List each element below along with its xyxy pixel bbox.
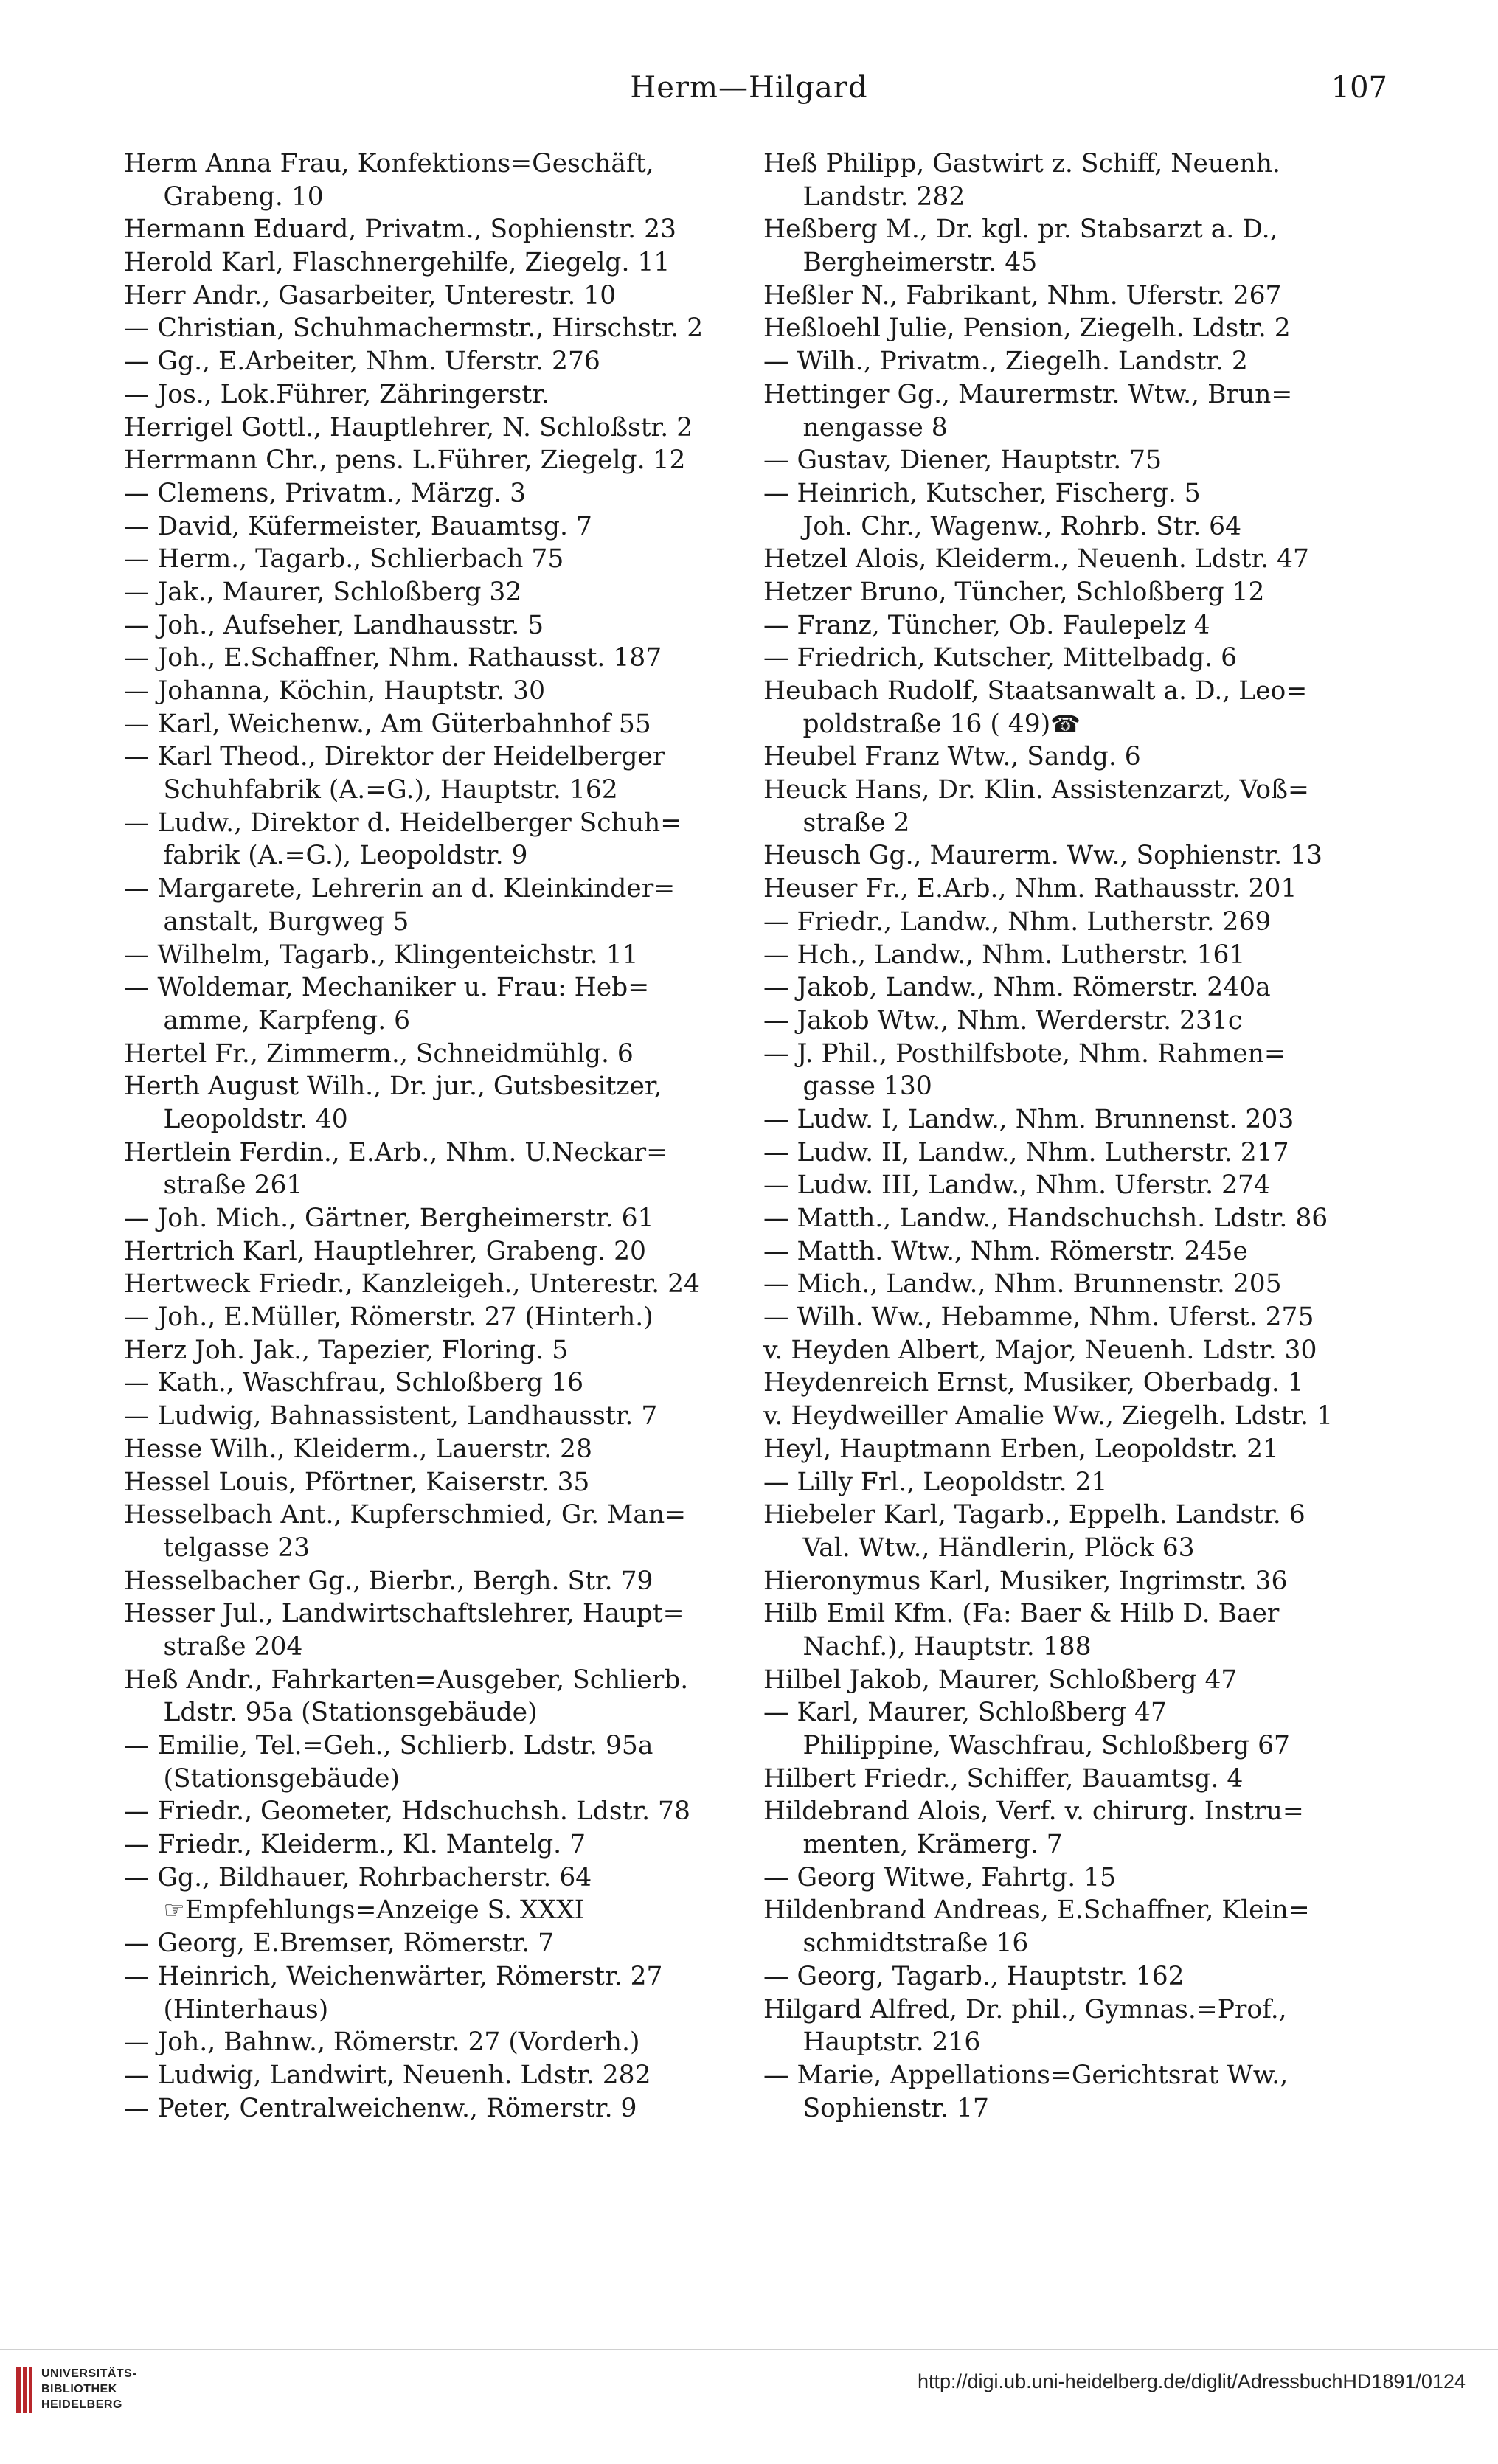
directory-line: — Joh., E.Schaffner, Nhm. Rathausst. 187	[124, 643, 662, 673]
directory-line: amme, Karpfeng. 6	[163, 1005, 411, 1035]
directory-line: — Christian, Schuhmachermstr., Hirschstr. 2	[124, 313, 704, 344]
directory-line: Heubel Franz Wtw., Sandg. 6	[763, 742, 1141, 772]
directory-line: — Karl, Maurer, Schloßberg 47	[763, 1698, 1167, 1728]
directory-line: — Woldemar, Mechaniker u. Frau: Heb=	[124, 973, 650, 1003]
directory-line: — Heinrich, Weichenwärter, Römerstr. 27	[124, 1961, 663, 1991]
directory-line: — Kath., Waschfrau, Schloßberg 16	[124, 1368, 584, 1398]
source-url-link[interactable]: http://digi.ub.uni-heidelberg.de/diglit/AdressbuchHD1891/0124	[917, 2370, 1466, 2392]
directory-line: — Emilie, Tel.=Geh., Schlierb. Ldstr. 95a	[124, 1731, 653, 1760]
page-header	[0, 71, 1498, 115]
directory-line: v. Heyden Albert, Major, Neuenh. Ldstr. 30	[763, 1335, 1317, 1365]
directory-line: Ldstr. 95a (Stationsgebäude)	[163, 1698, 538, 1728]
directory-line: Hilgard Alfred, Dr. phil., Gymnas.=Prof.,	[763, 1994, 1287, 2024]
footer	[0, 2349, 1498, 2431]
directory-line	[763, 708, 1383, 741]
directory-line: Hesselbach Ant., Kupferschmied, Gr. Man=	[124, 1500, 687, 1530]
directory-line: Heßberg M., Dr. kgl. pr. Stabsarzt a. D.,	[763, 215, 1278, 245]
directory-line: — Jak., Maurer, Schloßberg 32	[124, 577, 522, 607]
directory-line: Hiebeler Karl, Tagarb., Eppelh. Landstr. 6	[763, 1500, 1305, 1530]
directory-line: — Jakob, Landw., Nhm. Römerstr. 240a	[763, 973, 1271, 1003]
directory-line: v. Heydweiller Amalie Ww., Ziegelh. Ldstr. 1	[763, 1401, 1334, 1431]
directory-line: — Joh., Aufseher, Landhausstr. 5	[124, 610, 544, 640]
directory-line: — Ludw. III, Landw., Nhm. Uferstr. 274	[763, 1170, 1270, 1201]
directory-line: — Herm., Tagarb., Schlierbach 75	[124, 544, 564, 575]
directory-line: — Jos., Lok.Führer, Zähringerstr.	[124, 379, 549, 409]
directory-line: Heubach Rudolf, Staatsanwalt a. D., Leo=	[763, 676, 1308, 706]
directory-line: Sophienstr. 17	[802, 2093, 989, 2123]
directory-line: — Heinrich, Kutscher, Fischerg. 5	[763, 478, 1201, 508]
directory-line: Hildenbrand Andreas, E.Schaffner, Klein=	[763, 1895, 1310, 1926]
directory-line: Heßloehl Julie, Pension, Ziegelh. Ldstr. 2	[763, 313, 1291, 344]
directory-line: Hesselbacher Gg., Bierbr., Bergh. Str. 79	[124, 1566, 653, 1596]
directory-line: — Ludw., Direktor d. Heidelberger Schuh=	[124, 808, 682, 838]
directory-line: — Georg Witwe, Fahrtg. 15	[763, 1862, 1117, 1892]
directory-line: Hieronymus Karl, Musiker, Ingrimstr. 36	[763, 1566, 1288, 1596]
directory-line: Hildebrand Alois, Verf. v. chirurg. Instru=	[763, 1797, 1304, 1827]
directory-line: Heßler N., Fabrikant, Nhm. Uferstr. 267	[763, 280, 1282, 310]
directory-line: Nachf.), Hauptstr. 188	[802, 1631, 1092, 1662]
directory-line: Hertweck Friedr., Kanzleigeh., Unterestr. 24	[124, 1269, 701, 1299]
left-column	[124, 148, 743, 2125]
directory-line: — Karl, Weichenw., Am Güterbahnhof 55	[124, 709, 651, 739]
directory-line: straße 204	[163, 1631, 303, 1662]
directory-line: — Georg, E.Bremser, Römerstr. 7	[124, 1929, 555, 1959]
directory-line: Grabeng. 10	[163, 181, 324, 212]
directory-line: — Mich., Landw., Nhm. Brunnenstr. 205	[763, 1269, 1282, 1299]
directory-line: straße 2	[802, 808, 910, 838]
directory-line: — Joh., Bahnw., Römerstr. 27 (Vorderh.)	[124, 2027, 640, 2058]
directory-line: Hessel Louis, Pförtner, Kaiserstr. 35	[124, 1467, 590, 1497]
directory-line: Philippine, Waschfrau, Schloßberg 67	[802, 1731, 1291, 1760]
directory-line: — Margarete, Lehrerin an d. Kleinkinder=	[124, 874, 676, 904]
directory-line: Val. Wtw., Händlerin, Plöck 63	[802, 1533, 1195, 1563]
directory-line: Herr Andr., Gasarbeiter, Unterestr. 10	[124, 280, 617, 310]
directory-line: Herrigel Gottl., Hauptlehrer, N. Schloßstr. 2	[124, 412, 693, 443]
directory-line: — Friedr., Landw., Nhm. Lutherstr. 269	[763, 906, 1272, 937]
directory-line: fabrik (A.=G.), Leopoldstr. 9	[163, 841, 528, 871]
directory-line: Herth August Wilh., Dr. jur., Gutsbesitzer,	[124, 1072, 662, 1102]
directory-line: — Karl Theod., Direktor der Heidelberger	[124, 742, 665, 772]
directory-line: (Hinterhaus)	[163, 1994, 329, 2024]
directory-line	[124, 1894, 743, 1927]
right-column	[763, 148, 1383, 2125]
directory-line: — Ludw. II, Landw., Nhm. Lutherstr. 217	[763, 1137, 1289, 1167]
telephone-icon: ☎	[1050, 709, 1081, 738]
library-logo-icon	[16, 2367, 32, 2413]
directory-line: schmidtstraße 16	[802, 1929, 1029, 1959]
directory-line: — Wilh. Ww., Hebamme, Nhm. Uferst. 275	[763, 1302, 1314, 1333]
directory-line: — Franz, Tüncher, Ob. Faulepelz 4	[763, 610, 1210, 640]
directory-line: Hilbel Jakob, Maurer, Schloßberg 47	[763, 1665, 1238, 1695]
directory-line: Hetzel Alois, Kleiderm., Neuenh. Ldstr. 47	[763, 544, 1309, 575]
pointing-hand-icon: ☞	[163, 1896, 185, 1925]
directory-line: Joh. Chr., Wagenw., Rohrb. Str. 64	[802, 511, 1242, 541]
directory-line: — Georg, Tagarb., Hauptstr. 162	[763, 1961, 1185, 1991]
directory-line: — Joh., E.Müller, Römerstr. 27 (Hinterh.)	[124, 1302, 653, 1333]
directory-line: — Lilly Frl., Leopoldstr. 21	[763, 1467, 1108, 1497]
logo-line: UNIVERSITÄTS-	[41, 2367, 137, 2380]
directory-line: Heusch Gg., Maurerm. Ww., Sophienstr. 13	[763, 841, 1322, 871]
directory-line: Hesse Wilh., Kleiderm., Lauerstr. 28	[124, 1434, 592, 1464]
directory-line: Herrmann Chr., pens. L.Führer, Ziegelg. 12	[124, 445, 686, 476]
directory-line: straße 261	[163, 1170, 303, 1201]
directory-line: — Friedr., Geometer, Hdschuchsh. Ldstr. 78	[124, 1797, 690, 1827]
directory-line: Hauptstr. 216	[802, 2027, 981, 2058]
directory-line: — Gg., E.Arbeiter, Nhm. Uferstr. 276	[124, 347, 600, 377]
directory-line: Heuser Fr., E.Arb., Nhm. Rathausstr. 201	[763, 874, 1297, 904]
page-number: 107	[1331, 71, 1387, 105]
directory-line: — Friedrich, Kutscher, Mittelbadg. 6	[763, 643, 1238, 673]
directory-line: (Stationsgebäude)	[163, 1763, 400, 1794]
directory-line: Heß Philipp, Gastwirt z. Schiff, Neuenh.	[763, 149, 1280, 178]
directory-line: anstalt, Burgweg 5	[163, 906, 409, 937]
directory-line: — Matth., Landw., Handschuchsh. Ldstr. 86	[763, 1204, 1328, 1233]
directory-line: — J. Phil., Posthilfsbote, Nhm. Rahmen=	[763, 1038, 1286, 1069]
directory-line: — Gg., Bildhauer, Rohrbacherstr. 64	[124, 1862, 592, 1892]
directory-line: Hertel Fr., Zimmerm., Schneidmühlg. 6	[124, 1038, 634, 1069]
directory-line: Hilbert Friedr., Schiffer, Bauamtsg. 4	[763, 1763, 1244, 1794]
directory-line: Hettinger Gg., Maurermstr. Wtw., Brun=	[763, 379, 1293, 409]
directory-line: Landstr. 282	[802, 181, 965, 212]
directory-line: menten, Krämerg. 7	[802, 1830, 1063, 1860]
directory-line: — Ludw. I, Landw., Nhm. Brunnenst. 203	[763, 1104, 1294, 1134]
directory-line: — Matth. Wtw., Nhm. Römerstr. 245e	[763, 1236, 1248, 1266]
directory-line: — Joh. Mich., Gärtner, Bergheimerstr. 61	[124, 1204, 654, 1233]
directory-line: Hilb Emil Kfm. (Fa: Baer & Hilb D. Baer	[763, 1599, 1280, 1629]
library-logo-text	[41, 2366, 136, 2412]
directory-line: Herm Anna Frau, Konfektions=Geschäft,	[124, 149, 654, 178]
directory-line: nengasse 8	[802, 412, 948, 443]
directory-line: — Friedr., Kleiderm., Kl. Mantelg. 7	[124, 1830, 586, 1860]
library-logo	[16, 2366, 208, 2425]
directory-line: Herold Karl, Flaschnergehilfe, Ziegelg. 11	[124, 248, 670, 278]
directory-line: Schuhfabrik (A.=G.), Hauptstr. 162	[163, 775, 618, 805]
running-head: Herm—Hilgard	[630, 71, 868, 105]
directory-line: Hertrich Karl, Hauptlehrer, Grabeng. 20	[124, 1236, 646, 1266]
directory-line: Hermann Eduard, Privatm., Sophienstr. 23	[124, 215, 677, 245]
directory-line: Bergheimerstr. 45	[802, 248, 1038, 278]
directory-line: — Hch., Landw., Nhm. Lutherstr. 161	[763, 940, 1246, 970]
directory-line: — Marie, Appellations=Gerichtsrat Ww.,	[763, 2060, 1289, 2090]
directory-line: Heydenreich Ernst, Musiker, Oberbadg. 1	[763, 1368, 1304, 1398]
logo-line: BIBLIOTHEK	[41, 2383, 117, 2395]
directory-line: telgasse 23	[163, 1533, 311, 1563]
directory-line: Heß Andr., Fahrkarten=Ausgeber, Schlierb.	[124, 1665, 689, 1695]
directory-line: — Ludwig, Bahnassistent, Landhausstr. 7	[124, 1401, 658, 1431]
directory-line: Hertlein Ferdin., E.Arb., Nhm. U.Neckar=	[124, 1137, 667, 1167]
directory-line: Heuck Hans, Dr. Klin. Assistenzarzt, Voß=	[763, 775, 1309, 805]
directory-line: — Peter, Centralweichenw., Römerstr. 9	[124, 2093, 637, 2123]
entry-text: Empfehlungs=Anzeige S. XXXI	[184, 1895, 585, 1926]
directory-line: — Clemens, Privatm., Märzg. 3	[124, 478, 527, 508]
directory-line: — David, Küfermeister, Bauamtsg. 7	[124, 511, 592, 541]
directory-line: — Gustav, Diener, Hauptstr. 75	[763, 445, 1162, 476]
logo-line: HEIDELBERG	[41, 2398, 122, 2411]
directory-line: gasse 130	[802, 1072, 932, 1102]
entry-text: poldstraße 16 ( 49)	[802, 709, 1051, 739]
directory-line: Leopoldstr. 40	[163, 1104, 348, 1134]
directory-line: Hetzer Bruno, Tüncher, Schloßberg 12	[763, 577, 1265, 607]
directory-line: — Wilh., Privatm., Ziegelh. Landstr. 2	[763, 347, 1248, 377]
directory-line: — Wilhelm, Tagarb., Klingenteichstr. 11	[124, 940, 639, 970]
directory-line: Herz Joh. Jak., Tapezier, Floring. 5	[124, 1335, 569, 1365]
directory-line: — Johanna, Köchin, Hauptstr. 30	[124, 676, 546, 706]
directory-line: Hesser Jul., Landwirtschaftslehrer, Haupt=	[124, 1599, 684, 1629]
directory-line: — Ludwig, Landwirt, Neuenh. Ldstr. 282	[124, 2060, 651, 2090]
directory-line: Heyl, Hauptmann Erben, Leopoldstr. 21	[763, 1434, 1279, 1464]
directory-line: — Jakob Wtw., Nhm. Werderstr. 231c	[763, 1005, 1243, 1035]
